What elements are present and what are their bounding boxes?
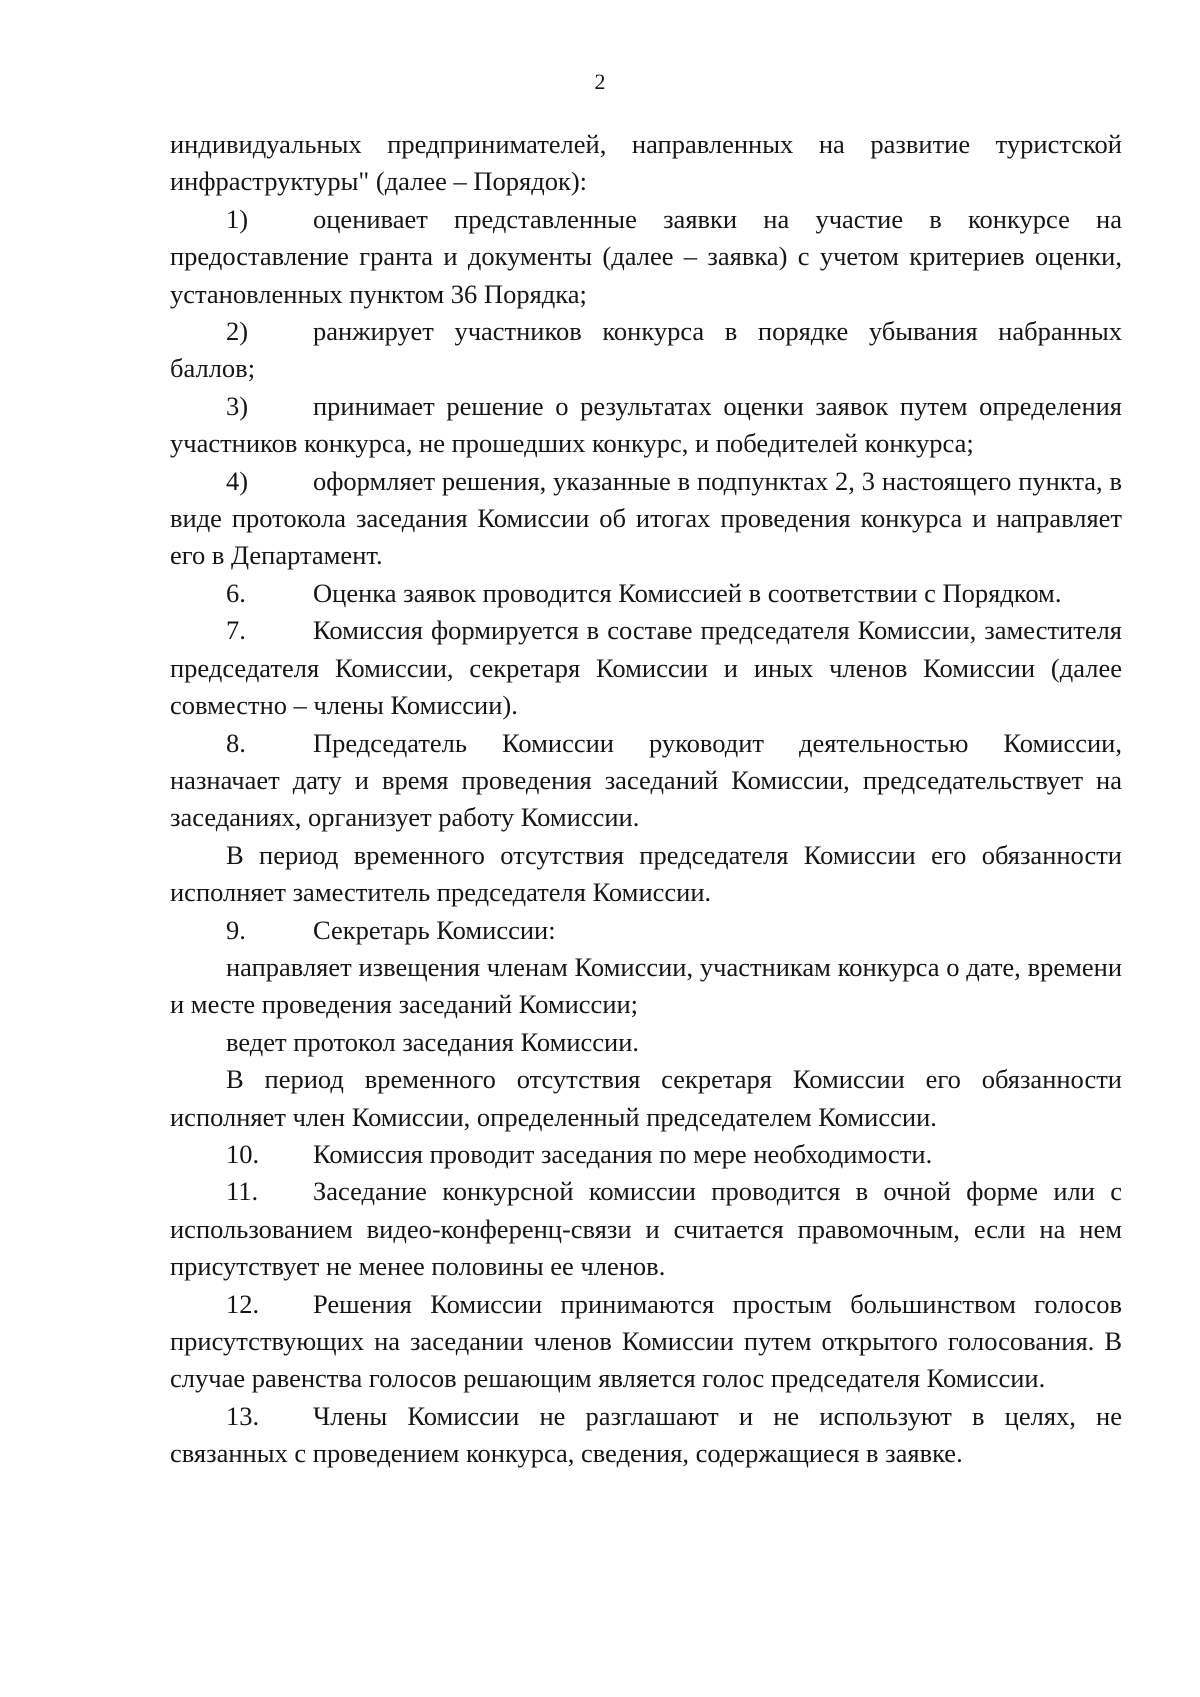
paragraph: [170, 1024, 1122, 1061]
item-number: 7.: [226, 615, 246, 646]
paragraph-text: Заседание конкурсной комиссии проводится в очной форме или с использованием видео-конференц-связи и считается правомочным, если на нем присутствует не менее половины ее членов.: [170, 1176, 1122, 1282]
paragraph: [170, 1173, 1122, 1285]
item-number: 13.: [226, 1400, 260, 1431]
paragraph: [170, 575, 1122, 612]
paragraph-text: Решения Комиссии принимаются простым большинством голосов присутствующих на заседании членов Комиссии путем открытого голосования. В случае равенства голосов решающим является голос председателя Комиссии.: [170, 1288, 1122, 1394]
item-number: 6.: [226, 577, 246, 608]
paragraph-text: принимает решение о результатах оценки заявок путем определения участников конкурса, не прошедших конкурс, и победителей конкурса;: [170, 390, 1122, 459]
paragraph: [170, 313, 1122, 388]
item-number: 12.: [226, 1288, 260, 1319]
page-number: 2: [594, 69, 606, 94]
paragraph: [170, 201, 1122, 313]
paragraph: [170, 1286, 1122, 1398]
paragraph: [170, 912, 1122, 949]
paragraph: [170, 949, 1122, 1024]
paragraph-text: ранжирует участников конкурса в порядке убывания набранных баллов;: [170, 316, 1122, 384]
item-number: 9.: [226, 914, 246, 945]
paragraph-text: В период временного отсутствия председателя Комиссии его обязанности исполняет заместитель председателя Комиссии.: [170, 839, 1122, 908]
paragraph: [170, 126, 1122, 201]
paragraph: [170, 463, 1122, 575]
paragraph: [170, 725, 1122, 837]
paragraph: [170, 837, 1122, 912]
paragraph-text: Члены Комиссии не разглашают и не используют в целях, не связанных с проведением конкурса, сведения, содержащиеся в заявке.: [170, 1400, 1122, 1469]
paragraph-text: Секретарь Комиссии:: [313, 914, 556, 945]
item-number: 8.: [226, 727, 246, 758]
paragraph-text: ведет протокол заседания Комиссии.: [226, 1026, 640, 1057]
item-number: 4): [226, 465, 249, 496]
item-number: 2): [226, 316, 249, 347]
paragraph-text: Комиссия проводит заседания по мере необходимости.: [313, 1138, 933, 1169]
paragraph-text: индивидуальных предпринимателей, направленных на развитие туристской инфраструктуры" (далее – Порядок):: [170, 129, 1122, 197]
paragraph: [170, 612, 1122, 724]
paragraph-text: оценивает представленные заявки на участие в конкурсе на предоставление гранта и документы (далее – заявка) с учетом критериев оценки, установленных пунктом 36 Порядка;: [170, 203, 1122, 309]
paragraph-text: Оценка заявок проводится Комиссией в соответствии с Порядком.: [313, 577, 1062, 608]
paragraph-text: направляет извещения членам Комиссии, участникам конкурса о дате, времени и месте проведения заседаний Комиссии;: [170, 951, 1122, 1020]
item-number: 11.: [226, 1176, 259, 1207]
paragraph: [170, 1061, 1122, 1136]
item-number: 10.: [226, 1138, 260, 1169]
paragraph-text: оформляет решения, указанные в подпунктах 2, 3 настоящего пункта, в виде протокола заседания Комиссии об итогах проведения конкурса и направляет его в Департамент.: [170, 465, 1122, 571]
item-number: 3): [226, 390, 249, 421]
document-body: [170, 126, 1122, 1473]
paragraph: [170, 1136, 1122, 1173]
paragraph-text: В период временного отсутствия секретаря Комиссии его обязанности исполняет член Комиссии, определенный председателем Комиссии.: [170, 1064, 1122, 1132]
paragraph-text: Председатель Комиссии руководит деятельностью Комиссии, назначает дату и время проведения заседаний Комиссии, председательствует на заседаниях, организует работу Комиссии.: [170, 727, 1122, 833]
item-number: 1): [226, 203, 249, 234]
paragraph: [170, 1398, 1122, 1473]
paragraph-text: Комиссия формируется в составе председателя Комиссии, заместителя председателя Комиссии, секретаря Комиссии и иных членов Комиссии (далее совместно – члены Комиссии).: [170, 615, 1122, 721]
paragraph: [170, 388, 1122, 463]
